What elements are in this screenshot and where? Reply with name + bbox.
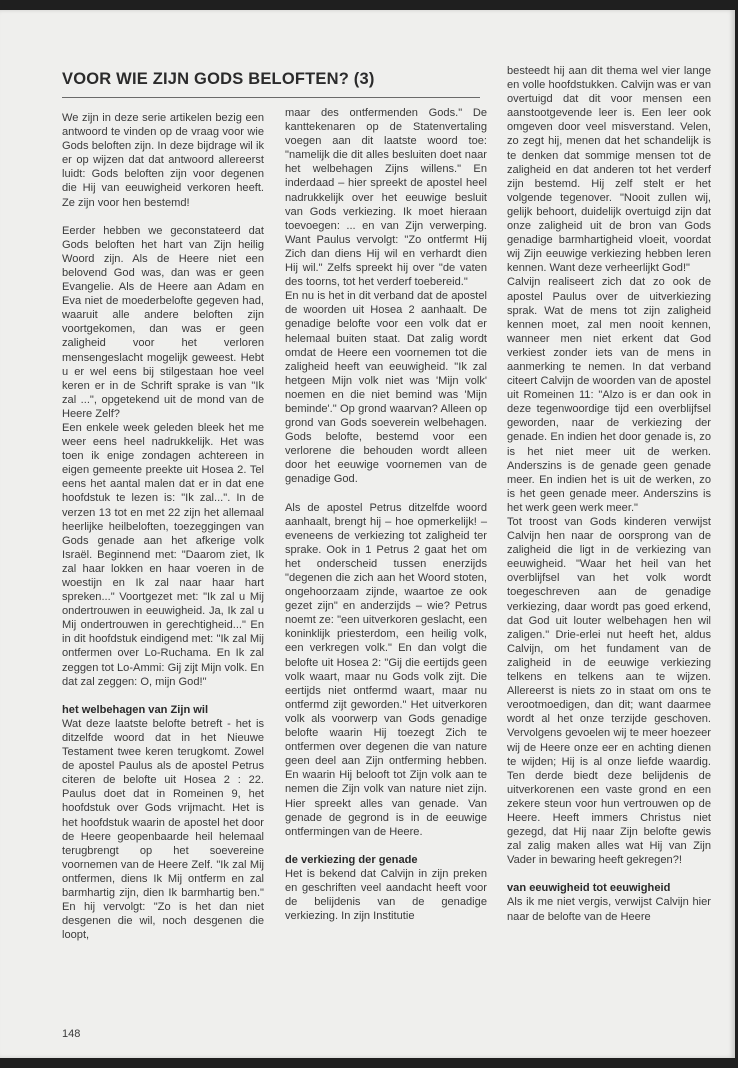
section-heading: van eeuwigheid tot eeuwigheid (507, 882, 671, 895)
paragraph: besteedt hij aan dit thema wel vier lange en volle hoofdstukken. Calvijn was er van overtuigd dat dit voor mensen een aanstootgevende leer is. Een leer ook omgeven door veel misverstand. Velen, zo zegt hij, menen dat het schandelijk is te denken dat sommige mensen tot de zaligheid en dat anderen tot het verderf zijn bestemd. Hij zelf stelt er het volgende tegenover. "Nooit zullen wij, gelijk behoort, duidelijk overtuigd zijn dat onze zaligheid uit de bron van Gods genadige barmhartigheid vloeit, voordat wij Zijn eeuwige verkiezing hebben leren kennen. Want deze verheerlijkt God!" (507, 65, 711, 275)
section-heading: het welbehagen van Zijn wil (62, 703, 209, 716)
column-1 (62, 111, 264, 942)
page-number: 148 (62, 1028, 81, 1040)
paragraph: Wat deze laatste belofte betreft - het is ditzelfde woord dat in het Nieuwe Testament twee keren terugkomt. Zowel de apostel Paulus als de apostel Petrus citeren de belofte uit Hosea 2 : 22. Paulus doet dat in Romeinen 9, het hoofdstuk over Gods vrijmacht. Het is het hoofdstuk waarin de apostel het door de Heere geopenbaarde heil helemaal terugbrengt op het soevereine voornemen van de Heere Zelf. "Ik zal Mij ontfermen, diens Ik Mij ontferm en zal barmhartig zijn, dien Ik barmhartig ben." En hij vervolgt: "Zo is het dan niet desgenen die wil, noch desgenen die loopt, (62, 717, 264, 942)
column-3 (507, 64, 711, 924)
paragraph: Een enkele week geleden bleek het me weer eens heel nadrukkelijk. Het was toen ik enige zondagen achtereen in eigen gemeente preekte uit Hosea 2. Tel eens het aantal malen dat er in dat ene hoofdstuk te lezen is: "Ik zal...". In de verzen 13 tot en met 22 zijn het allemaal heerlijke heilbeloften, toezeggingen van Gods genade aan het afkerige volk Israël. Beginnend met: "Daarom ziet, Ik zal haar lokken en haar voeren in de woestijn en Ik zal naar haar hart spreken..." Voortgezet met: "Ik zal u Mij ondertrouwen in eeuwigheid. Ja, Ik zal u Mij ondertrouwen in gerechtigheid..." En in dit hoofdstuk eindigend met: "Ik zal Mij ontfermen over Lo-Ruchama. En Ik zal zeggen tot Lo-Ammi: Gij zijt Mijn volk. En dat zal zeggen: O, mijn God!" (62, 421, 264, 688)
paragraph-gap (62, 210, 264, 224)
paragraph: Tot troost van Gods kinderen verwijst Calvijn hen naar de oorsprong van de zaligheid die ligt in de verkiezing van eeuwigheid. "Waar het heil van het overblijfsel van het volk wordt toegeschreven aan de genadige verkiezing, daar wordt pas goed erkend, dat God uit louter welbehagen hen wil zaligen." Drie-erlei nut heeft het, aldus Calvijn, om het fundament van de zaligheid in de eeuwige verkiezing telkens en telkens aan te wijzen. Allereerst is niets zo in staat om ons te verootmoedigen, dan dit; want daarmee wordt al het onze terzijde geschoven. Vervolgens gevoelen wij te meer hoezeer wij de Heere onze eer en achting dienen te wijden; Hij is al onze liefde waardig. Ten derde biedt deze belijdenis de uitverkorenen een vaste grond en een zekere steun voor hun vertrouwen op de Heere. Heeft immers Christus niet gezegd, dat Hij naar Zijn belofte gewis zal zalig maken alles wat Hij van Zijn Vader in bewaring heeft gekregen?! (507, 516, 711, 867)
paragraph: Eerder hebben we geconstateerd dat Gods beloften het hart van Zijn heilig Woord zijn. Als de Heere niet een belovend God was, dan was er geen Evangelie. Als de Heere aan Adam en Eva niet de moederbelofte gegeven had, waaruit alle andere beloften zijn voortgekomen, dan was er geen zaligheid voor het verloren mensengeslacht mogelijk geweest. Hebt u er wel eens bij stilgestaan hoe veel keren er in de Schrift sprake is van "Ik zal ...", opgetekend uit de mond van de Heere Zelf? (62, 224, 264, 420)
page (0, 10, 735, 1058)
paragraph: Het is bekend dat Calvijn in zijn preken en geschriften veel aandacht heeft voor de belijdenis van de genadige verkiezing. In zijn Institutie (285, 867, 487, 923)
paragraph: Calvijn realiseert zich dat zo ook de apostel Paulus over de uitverkiezing sprak. Wat de mens tot zijn zaligheid kennen moet, zal men nooit kennen, wanneer men niet erkent dat God verkiest zonder iets van de mens in aanmerking te nemen. In dat verband citeert Calvijn de woorden van de apostel uit Romeinen 11: "Alzo is er dan ook in deze tegenwoordige tijd een overblijfsel geworden, naar de verkiezing der genade. En indien het door genade is, zo is het niet meer uit de werken. Anderszins is de genade geen genade meer. En indien het is uit de werken, zo is het geen genade meer. Anderszins is het werk geen werk meer." (507, 276, 711, 514)
paragraph: We zijn in deze serie artikelen bezig een antwoord te vinden op de vraag voor wie Gods beloften zijn. In deze bijdrage wil ik er op wijzen dat dat antwoord allereerst luidt: Gods beloften zijn voor degenen die Hij van eeuwigheid verkoren heeft. Ze zijn voor hen bestemd! (62, 112, 264, 209)
article-title: VOOR WIE ZIJN GODS BELOFTEN? (3) (62, 70, 375, 88)
paragraph-gap (285, 487, 487, 501)
paragraph: En nu is het in dit verband dat de apostel de woorden uit Hosea 2 aanhaalt. De genadige belofte voor een volk dat er helemaal buiten staat. Dat zalig wordt omdat de Heere een voornemen tot die zaligheid heeft van eeuwigheid. "Ik zal hetgeen Mijn volk niet was 'Mijn volk' noemen en die niet bemind was 'Mijn beminde'." Op grond waarvan? Alleen op grond van Gods soeverein welbehagen. Gods belofte, bestemd voor een verlorene die behouden wordt alleen door het eeuwige voornemen van de genadige God. (285, 290, 487, 486)
paragraph: Als ik me niet vergis, verwijst Calvijn hier naar de belofte van de Heere (507, 896, 711, 923)
column-2 (285, 106, 487, 923)
paragraph: maar des ontfermenden Gods." De kanttekenaren op de Statenvertaling voegen aan dit laatste woord toe: "namelijk die dit alles besluiten doet naar het welbehagen Zijns willens." En inderdaad – hier spreekt de apostel heel nadrukkelijk over het eeuwige besluit van Gods verkiezing. Ik moet hieraan toevoegen: ... en van Zijn verwerping. Want Paulus vervolgt: "Zo ontfermt Hij Zich dan diens Hij wil en verhardt dien Hij wil." Zelfs spreekt hij over "de vaten des toorns, tot het verderf toebereid." (285, 107, 487, 289)
paragraph: Als de apostel Petrus ditzelfde woord aanhaalt, brengt hij – hoe opmerkelijk! – eveneens de verkiezing tot zaligheid ter sprake. Ook in 1 Petrus 2 gaat het om het onderscheid tussen enerzijds "degenen die zich aan het Woord stoten, ongehoorzaam zijnde, waartoe ze ook gezet zijn" en anderzijds – wie? Petrus noemt ze: "een uitverkoren geslacht, een koninklijk priesterdom, een heilig volk, een verkregen volk." En dan volgt die belofte uit Hosea 2: "Gij die eertijds geen volk waart, maar nu Gods volk zijt. Die eertijds niet ontfermd waart, maar nu ontfermd zijt geworden." Het uitverkoren volk als voorwerp van Gods genadige belofte waarin Hij toezegt Zich te ontfermen over degenen die van nature geen deel aan Zijn ontferming hebben. En waarin Hij belooft tot Zijn volk aan te nemen die Zijn volk van nature niet zijn. Hier spreekt alles van genade. Van genade de gegrond is in de eeuwige ontfermingen van de Heere. (285, 501, 487, 838)
title-rule (62, 97, 480, 98)
section-heading: de verkiezing der genade (285, 853, 418, 866)
